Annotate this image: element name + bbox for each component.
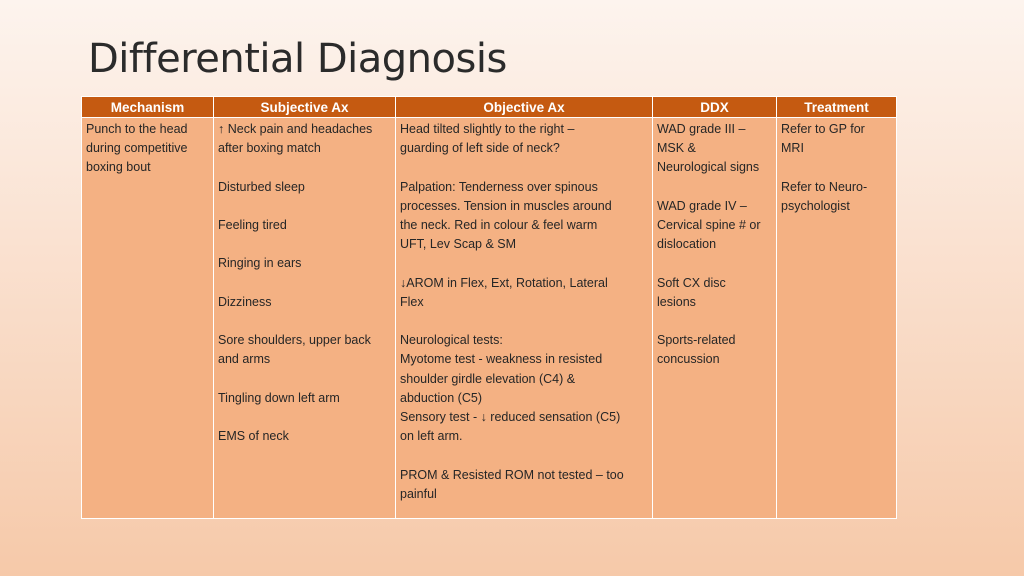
ddx-item: WAD grade IV – Cervical spine # or dislocation bbox=[657, 198, 761, 252]
subjective-item: Ringing in ears bbox=[218, 256, 302, 271]
table-row bbox=[82, 118, 897, 519]
treatment-item: Refer to GP for MRI bbox=[781, 122, 865, 156]
slide-title: Differential Diagnosis bbox=[88, 36, 507, 82]
table-header-row bbox=[82, 97, 897, 118]
subjective-item: ↑ Neck pain and headaches after boxing match bbox=[218, 122, 373, 156]
objective-cell bbox=[396, 118, 653, 519]
differential-diagnosis-table bbox=[81, 96, 897, 519]
subjective-item: Disturbed sleep bbox=[218, 179, 305, 194]
subjective-item: Feeling tired bbox=[218, 217, 287, 232]
objective-item: ↓AROM in Flex, Ext, Rotation, Lateral Flex bbox=[400, 275, 608, 309]
subjective-item: Sore shoulders, upper back and arms bbox=[218, 333, 371, 367]
objective-item: Head tilted slightly to the right – guarding of left side of neck? bbox=[400, 122, 575, 156]
header-ddx: DDX bbox=[653, 97, 777, 118]
objective-item: PROM & Resisted ROM not tested – too painful bbox=[400, 467, 624, 501]
objective-item: Palpation: Tenderness over spinous processes. Tension in muscles around the neck. Red in colour & feel warm UFT, Lev Scap & SM bbox=[400, 179, 612, 252]
mechanism-cell bbox=[82, 118, 214, 519]
subjective-item: Dizziness bbox=[218, 294, 272, 309]
objective-item: Neurological tests: Myotome test - weakness in resisted shoulder girdle elevation (C4) & abduction (C5) Sensory test - ↓ reduced sensation (C5) on left arm. bbox=[400, 333, 621, 444]
header-treatment: Treatment bbox=[777, 97, 897, 118]
treatment-item: Refer to Neuro- psychologist bbox=[781, 179, 868, 213]
subjective-item: EMS of neck bbox=[218, 429, 289, 444]
ddx-cell bbox=[653, 118, 777, 519]
mechanism-text: Punch to the head during competitive boxing bout bbox=[86, 122, 188, 175]
header-mechanism: Mechanism bbox=[82, 97, 214, 118]
subjective-cell bbox=[214, 118, 396, 519]
header-objective-ax: Objective Ax bbox=[396, 97, 653, 118]
header-subjective-ax: Subjective Ax bbox=[214, 97, 396, 118]
ddx-item: Soft CX disc lesions bbox=[657, 275, 726, 309]
subjective-item: Tingling down left arm bbox=[218, 390, 340, 405]
ddx-item: WAD grade III – MSK & Neurological signs bbox=[657, 122, 760, 175]
ddx-item: Sports-related concussion bbox=[657, 333, 736, 367]
treatment-cell bbox=[777, 118, 897, 519]
